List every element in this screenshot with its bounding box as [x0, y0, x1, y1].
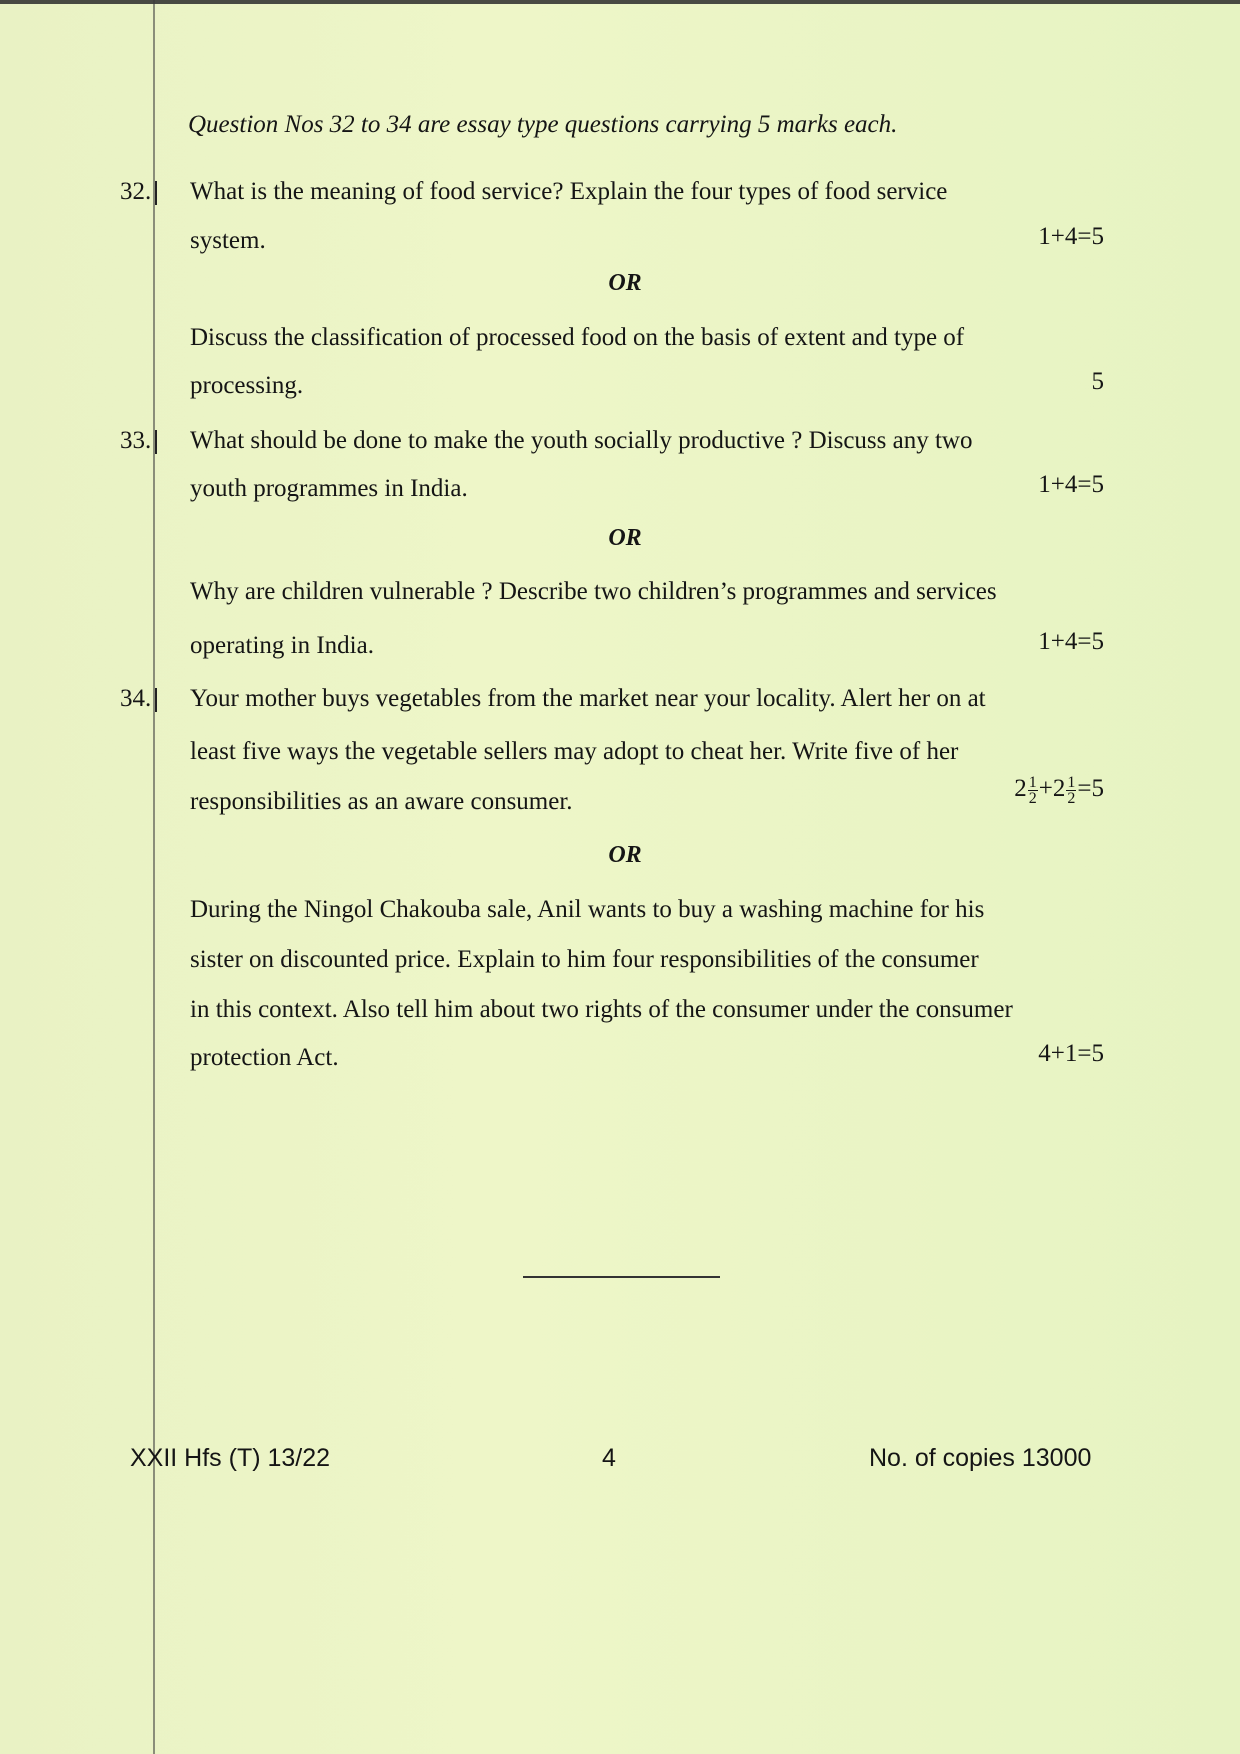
- q33-option-a-marks: 1+4=5: [1038, 471, 1104, 498]
- left-margin-line: [153, 0, 155, 1754]
- q33-option-a-line1: What should be done to make the youth socially productive ? Discuss any two: [190, 427, 973, 454]
- q34-or-separator: OR: [608, 842, 642, 868]
- marks-whole-2: 2: [1052, 775, 1066, 803]
- q33-or-separator: OR: [608, 525, 642, 551]
- end-of-paper-rule: [523, 1276, 720, 1278]
- q33-option-b-line1: Why are children vulnerable ? Describe two children’s programmes and services: [190, 578, 997, 605]
- copies-count: No. of copies 13000: [869, 1444, 1092, 1472]
- page-number: 4: [602, 1444, 616, 1472]
- fraction-half-1: [1028, 775, 1038, 806]
- q34-option-a-marks: [1014, 775, 1104, 806]
- question-number-34: 34.: [120, 685, 152, 712]
- q34-option-b-line4: protection Act.: [190, 1044, 339, 1071]
- q32-option-b-line2: processing.: [190, 372, 304, 399]
- marks-whole-1: 2: [1014, 775, 1027, 803]
- question-number-32: 32.: [120, 178, 152, 205]
- section-instruction: Question Nos 32 to 34 are essay type questions carrying 5 marks each.: [188, 111, 898, 138]
- fraction-numerator-1: 1: [1028, 774, 1037, 791]
- q34-option-b-marks: 4+1=5: [1038, 1040, 1104, 1067]
- fraction-numerator-2: 1: [1067, 774, 1076, 791]
- q32-or-separator: OR: [608, 270, 642, 296]
- q33-option-a-line2: youth programmes in India.: [190, 475, 468, 502]
- fraction-denominator-1: 2: [1028, 790, 1037, 807]
- q32-option-a-marks: 1+4=5: [1038, 223, 1104, 250]
- top-border-rule: [0, 0, 1240, 4]
- q32-option-a-line1: What is the meaning of food service? Explain the four types of food service: [190, 178, 948, 205]
- q34-option-b-line1: During the Ningol Chakouba sale, Anil wants to buy a washing machine for his: [190, 896, 985, 923]
- q32-option-b-line1: Discuss the classification of processed food on the basis of extent and type of: [190, 324, 965, 351]
- q33-option-b-line2: operating in India.: [190, 632, 374, 659]
- marks-result: =5: [1077, 775, 1104, 803]
- q32-option-b-marks: 5: [1091, 368, 1104, 395]
- q32-option-a-line2: system.: [190, 227, 266, 254]
- q34-option-a-line1: Your mother buys vegetables from the market near your locality. Alert her on at: [190, 685, 986, 712]
- fraction-denominator-2: 2: [1067, 790, 1076, 807]
- q34-option-a-line3: responsibilities as an aware consumer.: [190, 788, 573, 815]
- q33-option-b-marks: 1+4=5: [1038, 628, 1104, 655]
- marks-plus: +: [1038, 775, 1053, 803]
- q34-option-a-line2: least five ways the vegetable sellers may adopt to cheat her. Write five of her: [190, 738, 959, 765]
- paper-code: XXII Hfs (T) 13/22: [130, 1444, 331, 1472]
- fraction-half-2: [1066, 775, 1076, 806]
- question-number-33: 33.: [120, 427, 152, 454]
- q34-option-b-line3: in this context. Also tell him about two rights of the consumer under the consumer: [190, 996, 1013, 1023]
- q34-option-b-line2: sister on discounted price. Explain to him four responsibilities of the consumer: [190, 946, 979, 973]
